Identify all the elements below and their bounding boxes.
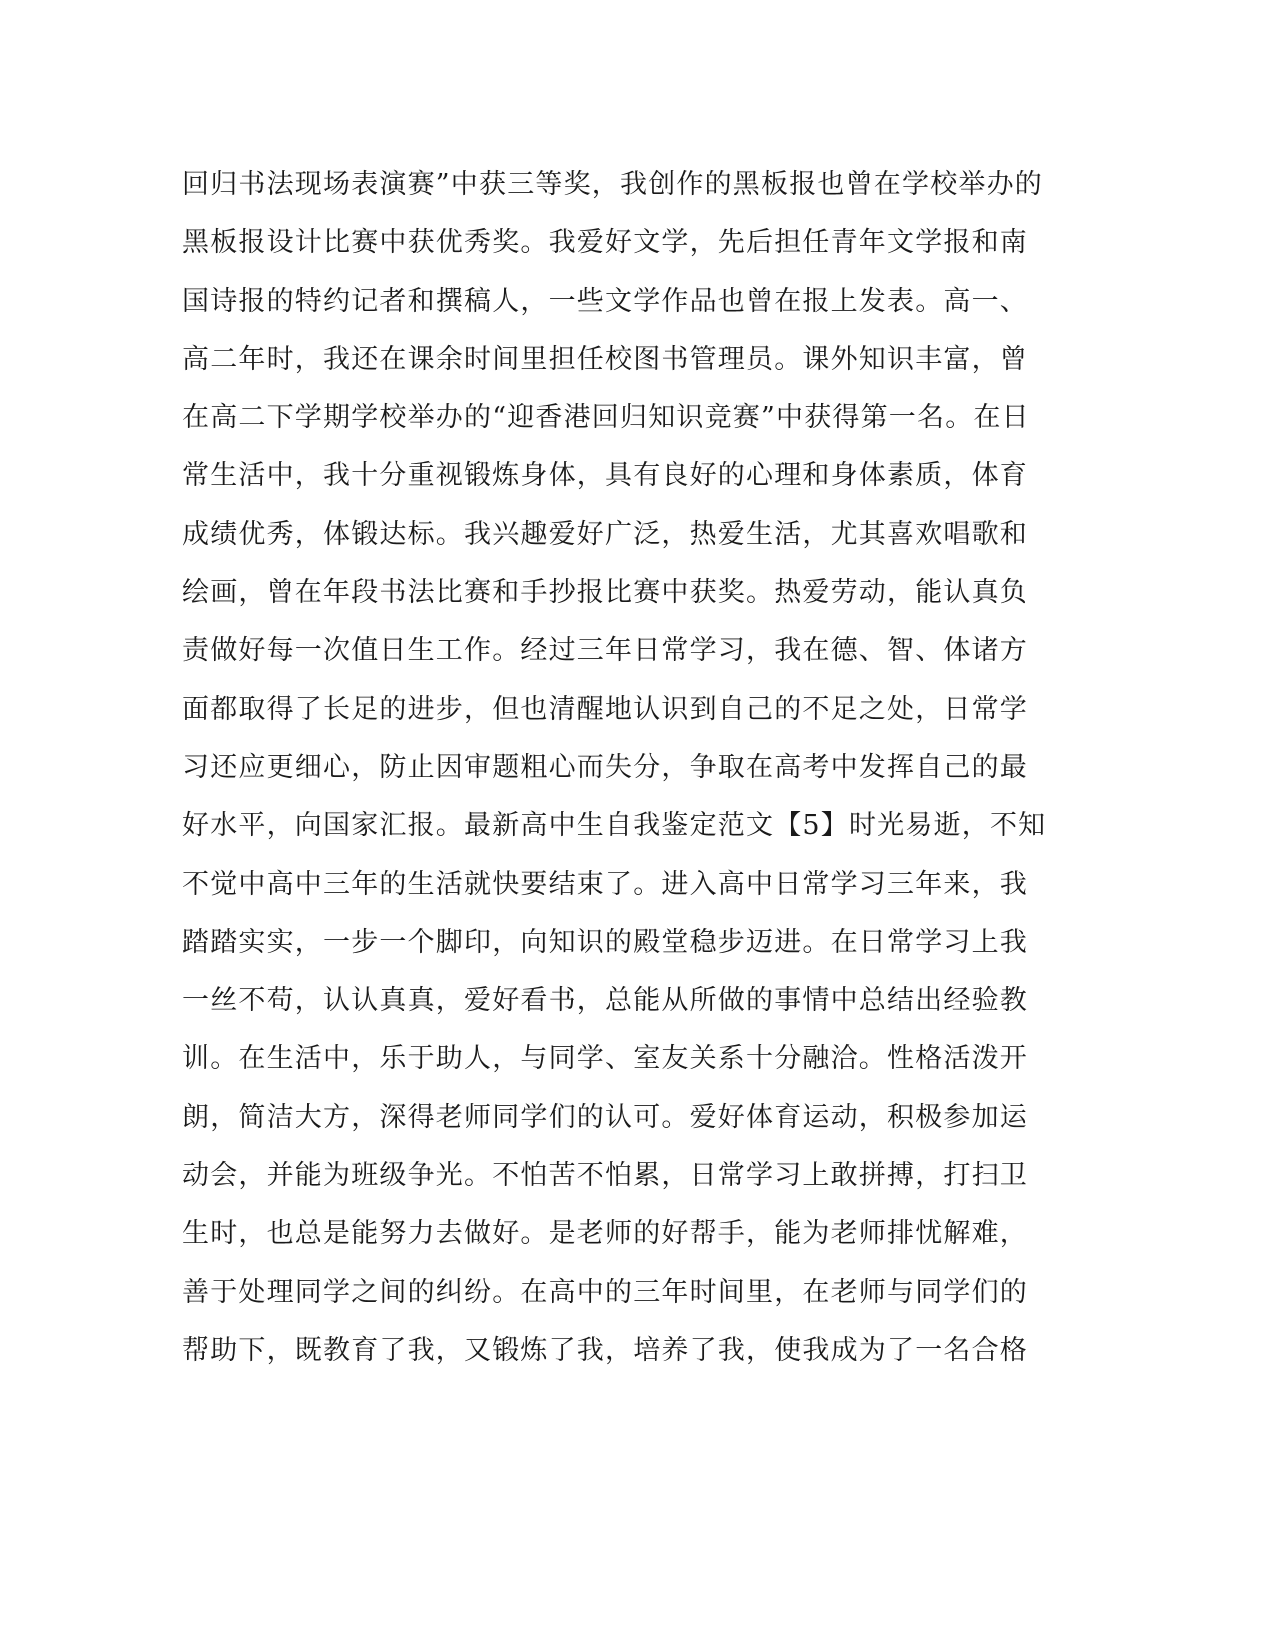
text-line-16: 训。在生活中，乐于助人，与同学、室友关系十分融洽。性格活泼开 xyxy=(182,1043,1028,1075)
body-text xyxy=(182,156,1047,1380)
text-line-13: 不觉中高中三年的生活就快要结束了。进入高中日常学习三年来，我 xyxy=(182,868,1028,900)
text-line-15: 一丝不苟，认认真真，爱好看书，总能从所做的事情中总结出经验教 xyxy=(182,985,1028,1017)
text-line-14: 踏踏实实，一步一个脚印，向知识的殿堂稳步迈进。在日常学习上我 xyxy=(182,926,1028,958)
text-line-21: 帮助下，既教育了我，又锻炼了我，培养了我，使我成为了一名合格 xyxy=(182,1334,1028,1366)
text-line-18: 动会，并能为班级争光。不怕苦不怕累，日常学习上敢拼搏，打扫卫 xyxy=(182,1160,1028,1192)
text-line-9: 责做好每一次值日生工作。经过三年日常学习，我在德、智、体诸方 xyxy=(182,635,1028,667)
text-line-7: 成绩优秀，体锻达标。我兴趣爱好广泛，热爱生活，尤其喜欢唱歌和 xyxy=(182,518,1028,550)
text-line-17: 朗，简洁大方，深得老师同学们的认可。爱好体育运动，积极参加运 xyxy=(182,1101,1028,1133)
text-line-6: 常生活中，我十分重视锻炼身体，具有良好的心理和身体素质，体育 xyxy=(182,460,1028,492)
text-line-8: 绘画，曾在年段书法比赛和手抄报比赛中获奖。热爱劳动，能认真负 xyxy=(182,577,1028,609)
text-line-5: 在高二下学期学校举办的“迎香港回归知识竞赛”中获得第一名。在日 xyxy=(182,402,1030,434)
text-line-4: 高二年时，我还在课余时间里担任校图书管理员。课外知识丰富，曾 xyxy=(182,343,1028,375)
text-line-11: 习还应更细心，防止因审题粗心而失分，争取在高考中发挥自己的最 xyxy=(182,751,1028,783)
text-line-1: 回归书法现场表演赛”中获三等奖，我创作的黑板报也曾在学校举办的 xyxy=(182,169,1044,200)
text-line-20: 善于处理同学之间的纠纷。在高中的三年时间里，在老师与同学们的 xyxy=(182,1276,1028,1308)
text-line-19: 生时，也总是能努力去做好。是老师的好帮手，能为老师排忧解难， xyxy=(182,1218,1028,1250)
text-line-3: 国诗报的特约记者和撰稿人，一些文学作品也曾在报上发表。高一、 xyxy=(182,285,1028,317)
text-line-12: 好水平，向国家汇报。最新高中生自我鉴定范文【5】时光易逝，不知 xyxy=(182,810,1047,842)
text-line-10: 面都取得了长足的进步，但也清醒地认识到自己的不足之处，日常学 xyxy=(182,693,1028,725)
text-line-2: 黑板报设计比赛中获优秀奖。我爱好文学，先后担任青年文学报和南 xyxy=(182,227,1028,259)
